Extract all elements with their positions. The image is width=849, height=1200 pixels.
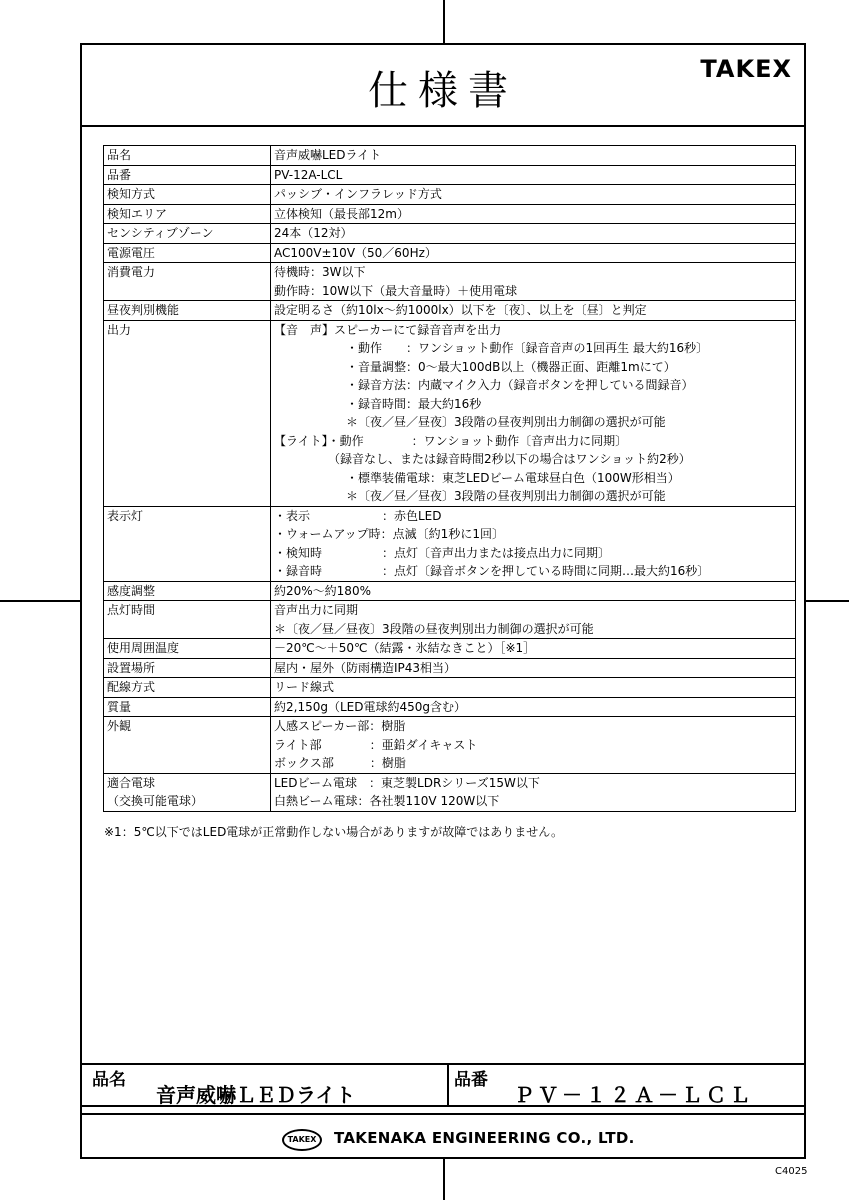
footnote: ※1：5℃以下ではLED電球が正常動作しない場合がありますが故障ではありません。	[104, 825, 564, 839]
spec-label: 出力	[107, 322, 132, 337]
footer-name-value: 音声威嚇ＬＥＤライト	[156, 1083, 356, 1107]
spec-value-line: 音声出力に同期	[274, 603, 359, 617]
spec-row	[104, 506, 796, 581]
crop-mark-right	[806, 600, 849, 602]
spec-label-cell	[104, 243, 271, 263]
spec-label: 感度調整	[107, 583, 156, 598]
spec-value-cell	[271, 717, 796, 774]
spec-value-cell	[271, 697, 796, 717]
spec-value-line: ・表示 ：赤色LED	[274, 508, 442, 523]
spec-label: 検知エリア	[107, 206, 168, 221]
spec-row	[104, 263, 796, 301]
spec-value-line: ・検知時 ：点灯〔音声出力または接点出力に同期〕	[274, 545, 611, 560]
spec-value-line: パッシブ・インフラレッド方式	[274, 187, 442, 201]
spec-label: 検知方式	[107, 187, 156, 201]
spec-value-cell	[271, 243, 796, 263]
spec-row	[104, 224, 796, 244]
footer-code-label: 品番	[454, 1070, 488, 1090]
spec-value-cell	[271, 601, 796, 639]
spec-value-line: 音声威嚇LEDライト	[274, 148, 382, 162]
spec-label: 点灯時間	[107, 603, 156, 617]
spec-label: （交換可能電球）	[107, 794, 204, 808]
spec-value-line: ・録音時 ：点灯〔録音ボタンを押している時間に同期…最大約16秒〕	[274, 564, 710, 578]
spec-label-cell	[104, 773, 271, 811]
spec-label-cell	[104, 320, 271, 506]
spec-label-cell	[104, 581, 271, 601]
spec-value-line: 人感スピーカー部：樹脂	[274, 719, 406, 733]
spec-value-line: 白熱ビーム電球：各社製110V 120W以下	[274, 794, 500, 808]
spec-label: 質量	[107, 699, 132, 714]
spec-row	[104, 581, 796, 601]
spec-value-line: ボックス部 ：樹脂	[274, 756, 406, 770]
spec-label: 配線方式	[107, 680, 156, 694]
spec-label-cell	[104, 639, 271, 659]
spec-label-cell	[104, 601, 271, 639]
spec-row	[104, 204, 796, 224]
spec-row	[104, 301, 796, 321]
spec-value-line: 設定明るさ（約10lx～約1000lx）以下を〔夜〕、以上を〔昼〕と判定	[274, 303, 647, 317]
spec-row	[104, 678, 796, 698]
spec-value-line: ・ウォームアップ時：点滅〔約1秒に1回〕	[274, 527, 504, 541]
spec-value-line: 待機時：3W以下	[274, 265, 366, 279]
spec-value-cell	[271, 506, 796, 581]
footer-code-value: ＰＶ－１２Ａ－ＬＣＬ	[514, 1083, 754, 1107]
spec-label: 品名	[107, 148, 132, 162]
spec-table	[103, 145, 796, 812]
spec-value-line: 【音 声】スピーカーにて録音音声を出力	[274, 322, 502, 337]
spec-label-cell	[104, 146, 271, 166]
spec-value-line: 動作時：10W以下（最大音量時）＋使用電球	[274, 283, 518, 298]
spec-value-line: ・標準装備電球：東芝LEDビーム電球昼白色（100W形相当）	[274, 470, 680, 485]
spec-value-line: 立体検知（最長部12m）	[274, 206, 409, 221]
footer-divider-vertical	[447, 1063, 449, 1106]
document-frame	[80, 43, 806, 1159]
spec-value-line: 屋内・屋外（防雨構造IP43相当）	[274, 660, 457, 675]
spec-value-line: AC100V±10V（50／60Hz）	[274, 245, 437, 260]
crop-mark-left	[0, 600, 80, 602]
spec-label: 使用周囲温度	[107, 641, 180, 655]
spec-value-cell	[271, 185, 796, 205]
document-code: C4025	[775, 1166, 808, 1177]
spec-value-cell	[271, 301, 796, 321]
spec-label-cell	[104, 678, 271, 698]
spec-row	[104, 658, 796, 678]
spec-value-line: 約2,150g（LED電球約450g含む）	[274, 699, 467, 714]
spec-row	[104, 146, 796, 166]
spec-value-cell	[271, 146, 796, 166]
spec-row	[104, 243, 796, 263]
spec-label: 昼夜判別機能	[107, 303, 180, 317]
spec-row	[104, 320, 796, 506]
spec-value-line: ＊〔夜／昼／昼夜〕3段階の昼夜判別出力制御の選択が可能	[274, 621, 594, 636]
spec-value-line: （録音なし、または録音時間2秒以下の場合はワンショット約2秒）	[274, 452, 691, 466]
footer-name-label: 品名	[92, 1070, 126, 1090]
spec-label-cell	[104, 506, 271, 581]
spec-label-cell	[104, 697, 271, 717]
crop-mark-top	[443, 0, 445, 43]
spec-value-cell	[271, 165, 796, 185]
spec-value-line: －20℃～＋50℃（結露・氷結なきこと）［※1］	[274, 641, 536, 655]
spec-value-cell	[271, 639, 796, 659]
spec-row	[104, 165, 796, 185]
spec-value-cell	[271, 204, 796, 224]
spec-value-cell	[271, 224, 796, 244]
spec-value-line: LEDビーム電球 ：東芝製LDRシリーズ15W以下	[274, 775, 540, 790]
spec-value-cell	[271, 320, 796, 506]
footer-divider-double-2	[82, 1113, 804, 1115]
spec-label-cell	[104, 658, 271, 678]
spec-label-cell	[104, 185, 271, 205]
spec-value-line: ・録音方法：内蔵マイク入力（録音ボタンを押している間録音）	[274, 378, 694, 392]
spec-label-cell	[104, 165, 271, 185]
spec-row	[104, 717, 796, 774]
spec-label: 適合電球	[107, 775, 156, 790]
brand-logo: TAKEX	[700, 55, 792, 83]
footer-divider-top	[82, 1063, 804, 1065]
spec-label: 品番	[107, 167, 132, 182]
crop-mark-bottom	[443, 1158, 445, 1200]
spec-label: 外観	[107, 719, 132, 733]
spec-row	[104, 697, 796, 717]
spec-label: 設置場所	[107, 660, 156, 675]
spec-label: 表示灯	[107, 508, 144, 523]
spec-label: 消費電力	[107, 265, 156, 279]
spec-value-cell	[271, 658, 796, 678]
company-logo-mark: TAKEX	[282, 1129, 322, 1151]
footer-divider-double-1	[82, 1105, 804, 1107]
spec-label-cell	[104, 204, 271, 224]
company-name: TAKENAKA ENGINEERING CO., LTD.	[334, 1129, 635, 1147]
spec-value-line: ＊〔夜／昼／昼夜〕3段階の昼夜判別出力制御の選択が可能	[274, 489, 666, 503]
spec-value-line: PV-12A-LCL	[274, 167, 343, 182]
spec-value-line: ・音量調整：0～最大100dB以上（機器正面、距離1mにて）	[274, 359, 676, 374]
spec-row	[104, 185, 796, 205]
spec-value-cell	[271, 773, 796, 811]
spec-label: センシティブゾーン	[107, 226, 214, 240]
spec-value-line: ＊〔夜／昼／昼夜〕3段階の昼夜判別出力制御の選択が可能	[274, 415, 666, 429]
spec-value-line: リード線式	[274, 680, 335, 694]
spec-value-line: ・動作 ：ワンショット動作〔録音音声の1回再生 最大約16秒〕	[274, 341, 709, 355]
spec-value-line: 約20%～約180%	[274, 583, 371, 598]
spec-label-cell	[104, 263, 271, 301]
spec-value-cell	[271, 581, 796, 601]
title-divider	[82, 125, 804, 127]
spec-value-line: ライト部 ：亜鉛ダイキャスト	[274, 737, 478, 752]
document-title: 仕様書	[368, 68, 518, 114]
spec-value-line: 24本（12対）	[274, 226, 353, 240]
spec-table-body	[104, 146, 796, 812]
spec-value-cell	[271, 263, 796, 301]
spec-label-cell	[104, 717, 271, 774]
spec-value-line: ・録音時間：最大約16秒	[274, 396, 482, 411]
spec-row	[104, 601, 796, 639]
spec-label: 電源電圧	[107, 245, 156, 260]
spec-label-cell	[104, 301, 271, 321]
spec-value-cell	[271, 678, 796, 698]
spec-label-cell	[104, 224, 271, 244]
spec-row	[104, 773, 796, 811]
spec-row	[104, 639, 796, 659]
spec-value-line: 【ライト】・動作 ：ワンショット動作〔音声出力に同期〕	[274, 433, 628, 448]
